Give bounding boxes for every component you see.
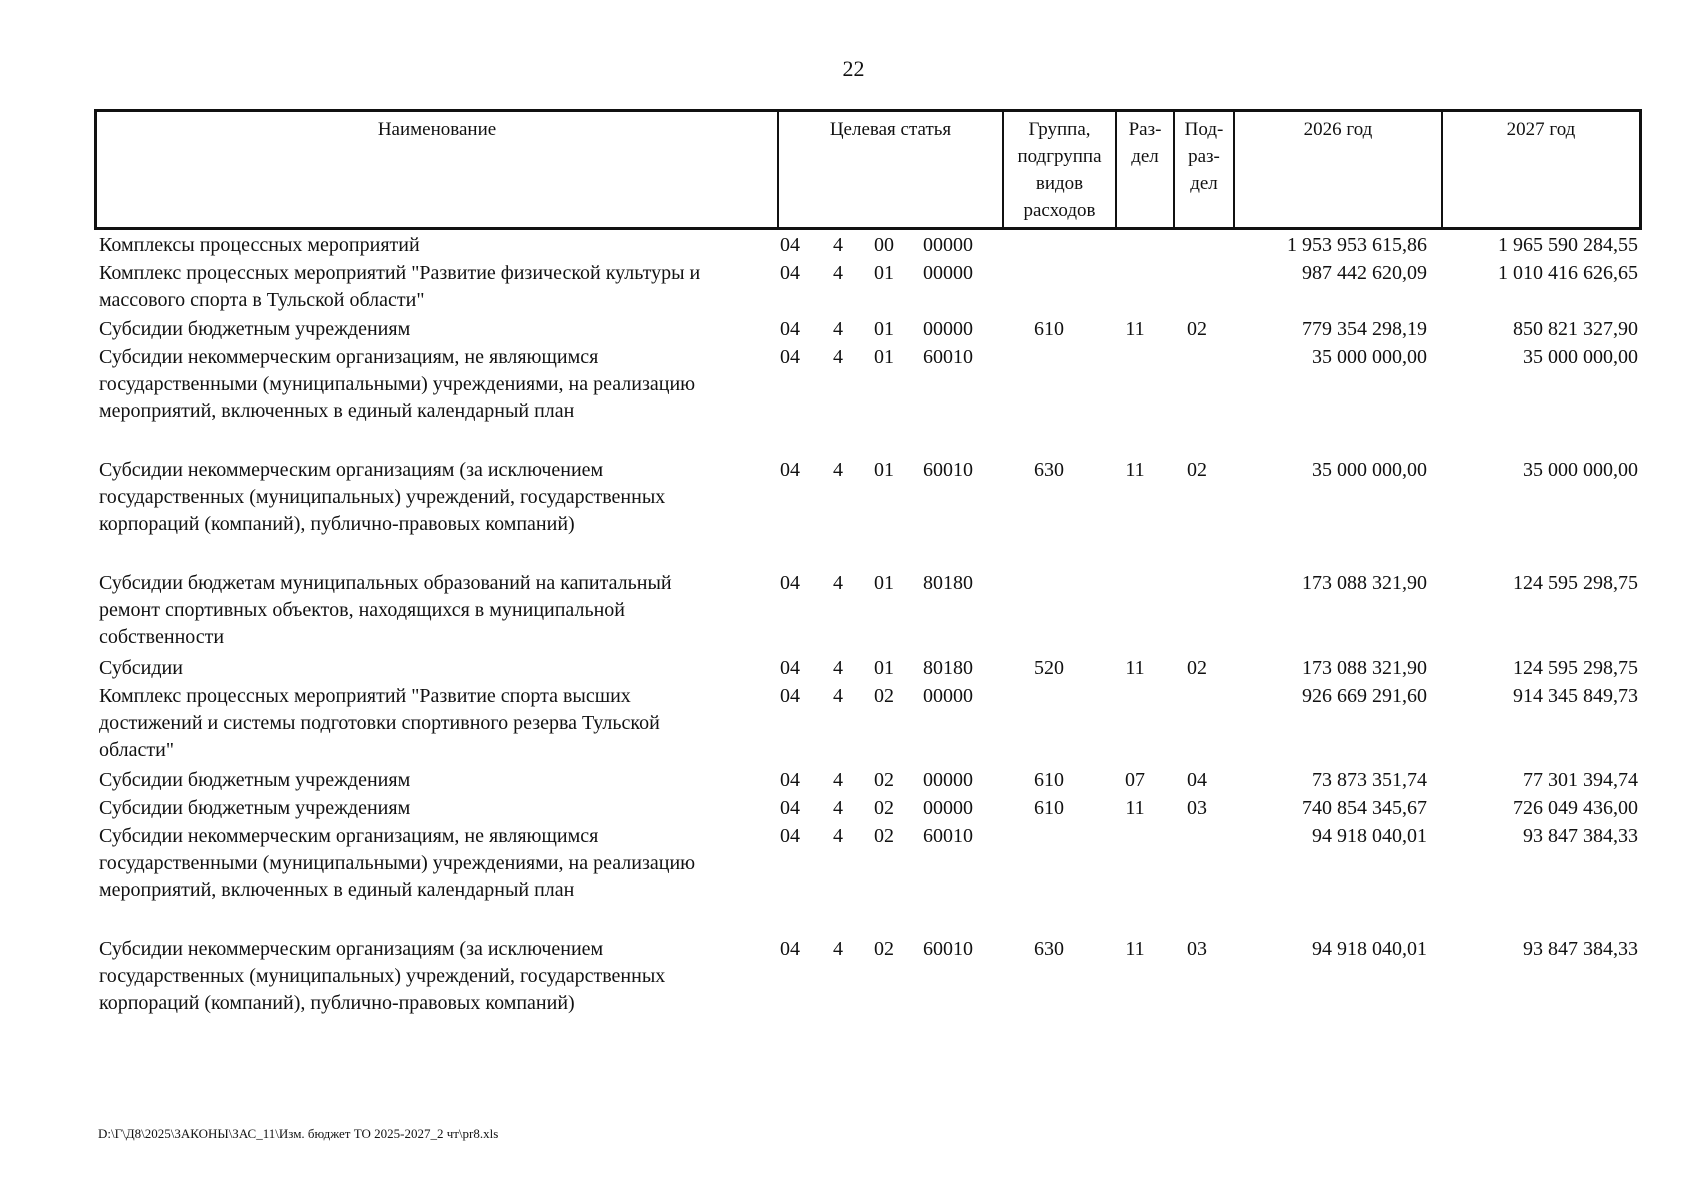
- target-code-type: 4: [833, 318, 843, 340]
- target-code-type: 4: [833, 797, 843, 819]
- razdel: 11: [1125, 657, 1145, 679]
- page-number: 22: [842, 56, 865, 81]
- row-name-line: государственных (муниципальных) учреждений, государственных: [99, 965, 666, 987]
- target-code-direction: 80180: [923, 657, 973, 679]
- target-code-direction: 00000: [923, 318, 973, 340]
- row-name: [99, 570, 759, 651]
- target-code-complex: 02: [874, 769, 894, 791]
- row-name-line: государственных (муниципальных) учреждений, государственных: [99, 486, 666, 508]
- header-2027-label: 2027 год: [1506, 119, 1576, 140]
- row-name: [99, 232, 759, 259]
- target-code-program: 04: [780, 825, 800, 847]
- row-name-line: Субсидии некоммерческим организациям (за исключением: [99, 938, 604, 960]
- target-code-complex: 01: [874, 459, 894, 481]
- target-code-program: 04: [780, 769, 800, 791]
- header-group-line: видов: [1035, 173, 1084, 194]
- amount-2026: 35 000 000,00: [1312, 346, 1427, 368]
- target-code-type: 4: [833, 825, 843, 847]
- row-name: [99, 683, 759, 764]
- row-name-line: мероприятий, включенных в единый календарный план: [99, 400, 575, 422]
- footer-file-path: D:\Г\Д8\2025\ЗАКОНЫ\ЗАС_11\Изм. бюджет ТО 2025-2027_2 чт\pr8.xls: [98, 1126, 499, 1141]
- target-code-program: 04: [780, 685, 800, 707]
- header-name-label: Наименование: [377, 119, 497, 140]
- row-name: [99, 457, 759, 538]
- target-code-program: 04: [780, 657, 800, 679]
- podrazdel: 04: [1187, 769, 1207, 791]
- razdel: 11: [1125, 797, 1145, 819]
- row-name-line: Комплексы процессных мероприятий: [99, 234, 420, 256]
- header-podrazdel-line: дел: [1190, 173, 1218, 194]
- target-code-type: 4: [833, 769, 843, 791]
- razdel: 07: [1125, 769, 1145, 791]
- amount-2026: 987 442 620,09: [1302, 262, 1427, 284]
- podrazdel: 03: [1187, 938, 1207, 960]
- target-code-complex: 01: [874, 346, 894, 368]
- row-name-line: массового спорта в Тульской области": [99, 289, 425, 311]
- row-name-line: Субсидии бюджетным учреждениям: [99, 769, 411, 791]
- row-name-line: Субсидии бюджетам муниципальных образований на капитальный: [99, 572, 672, 594]
- row-name-line: корпораций (компаний), публично-правовых компаний): [99, 992, 575, 1014]
- header-group-line: расходов: [1023, 200, 1096, 221]
- amount-2027: 93 847 384,33: [1523, 938, 1638, 960]
- row-name: [99, 767, 759, 794]
- target-code-direction: 00000: [923, 685, 973, 707]
- target-code-complex: 02: [874, 797, 894, 819]
- target-code-complex: 01: [874, 657, 894, 679]
- header-razdel-line: дел: [1131, 146, 1159, 167]
- target-code-direction: 60010: [923, 459, 973, 481]
- row-name: [99, 795, 759, 822]
- target-code-program: 04: [780, 262, 800, 284]
- amount-2027: 35 000 000,00: [1523, 346, 1638, 368]
- row-name-line: корпораций (компаний), публично-правовых компаний): [99, 513, 575, 535]
- row-name-line: государственными (муниципальными) учреждениями, на реализацию: [99, 373, 696, 395]
- expense-group: 630: [1034, 938, 1064, 960]
- header-razdel-line: Раз-: [1128, 119, 1162, 140]
- amount-2027: 124 595 298,75: [1513, 572, 1638, 594]
- amount-2027: 914 345 849,73: [1513, 685, 1638, 707]
- razdel: 11: [1125, 318, 1145, 340]
- target-code-program: 04: [780, 938, 800, 960]
- expense-group: 610: [1034, 318, 1064, 340]
- row-name-line: достижений и системы подготовки спортивного резерва Тульской: [99, 712, 660, 734]
- podrazdel: 02: [1187, 459, 1207, 481]
- target-code-complex: 01: [874, 262, 894, 284]
- header-group-line: подгруппа: [1017, 146, 1102, 167]
- podrazdel: 02: [1187, 318, 1207, 340]
- target-code-direction: 60010: [923, 938, 973, 960]
- target-code-complex: 02: [874, 685, 894, 707]
- amount-2026: 73 873 351,74: [1312, 769, 1427, 791]
- target-code-type: 4: [833, 346, 843, 368]
- target-code-complex: 02: [874, 825, 894, 847]
- target-code-program: 04: [780, 459, 800, 481]
- amount-2026: 94 918 040,01: [1312, 825, 1427, 847]
- amount-2027: 726 049 436,00: [1513, 797, 1638, 819]
- amount-2026: 1 953 953 615,86: [1287, 234, 1427, 256]
- target-code-program: 04: [780, 797, 800, 819]
- amount-2027: 93 847 384,33: [1523, 825, 1638, 847]
- podrazdel: 02: [1187, 657, 1207, 679]
- target-code-type: 4: [833, 262, 843, 284]
- amount-2026: 35 000 000,00: [1312, 459, 1427, 481]
- target-code-direction: 00000: [923, 262, 973, 284]
- target-code-program: 04: [780, 346, 800, 368]
- target-code-type: 4: [833, 938, 843, 960]
- row-name-line: Субсидии некоммерческим организациям, не являющимся: [99, 825, 599, 847]
- target-code-complex: 02: [874, 938, 894, 960]
- row-name-line: государственными (муниципальными) учреждениями, на реализацию: [99, 852, 696, 874]
- target-code-program: 04: [780, 234, 800, 256]
- row-name: [99, 823, 759, 904]
- expense-group: 520: [1034, 657, 1064, 679]
- target-code-direction: 80180: [923, 572, 973, 594]
- podrazdel: 03: [1187, 797, 1207, 819]
- row-name-line: Субсидии: [99, 657, 183, 679]
- razdel: 11: [1125, 459, 1145, 481]
- amount-2026: 173 088 321,90: [1302, 572, 1427, 594]
- target-code-complex: 00: [874, 234, 894, 256]
- row-name: [99, 316, 759, 343]
- row-name-line: мероприятий, включенных в единый календарный план: [99, 879, 575, 901]
- amount-2027: 1 010 416 626,65: [1498, 262, 1638, 284]
- amount-2026: 926 669 291,60: [1302, 685, 1427, 707]
- target-code-direction: 60010: [923, 346, 973, 368]
- header-target-label: Целевая статья: [829, 119, 952, 140]
- target-code-program: 04: [780, 318, 800, 340]
- amount-2027: 77 301 394,74: [1523, 769, 1638, 791]
- row-name-line: Комплекс процессных мероприятий "Развитие спорта высших: [99, 685, 631, 707]
- amount-2027: 1 965 590 284,55: [1498, 234, 1638, 256]
- row-name: [99, 936, 759, 1017]
- row-name-line: Субсидии некоммерческим организациям (за исключением: [99, 459, 604, 481]
- expense-group: 610: [1034, 769, 1064, 791]
- header-podrazdel-line: раз-: [1188, 146, 1220, 167]
- expense-group: 610: [1034, 797, 1064, 819]
- row-name: [99, 655, 759, 682]
- row-name-line: Субсидии некоммерческим организациям, не являющимся: [99, 346, 599, 368]
- target-code-direction: 00000: [923, 797, 973, 819]
- header-group-line: Группа,: [1028, 119, 1091, 140]
- target-code-complex: 01: [874, 318, 894, 340]
- row-name-line: области": [99, 739, 175, 761]
- amount-2026: 779 354 298,19: [1302, 318, 1427, 340]
- row-name: [99, 260, 759, 314]
- row-name-line: собственности: [99, 626, 225, 648]
- target-code-direction: 00000: [923, 769, 973, 791]
- header-2026-label: 2026 год: [1303, 119, 1373, 140]
- target-code-type: 4: [833, 459, 843, 481]
- amount-2026: 94 918 040,01: [1312, 938, 1427, 960]
- amount-2027: 35 000 000,00: [1523, 459, 1638, 481]
- amount-2027: 850 821 327,90: [1513, 318, 1638, 340]
- target-code-type: 4: [833, 685, 843, 707]
- target-code-complex: 01: [874, 572, 894, 594]
- razdel: 11: [1125, 938, 1145, 960]
- amount-2026: 173 088 321,90: [1302, 657, 1427, 679]
- row-name-line: Субсидии бюджетным учреждениям: [99, 318, 411, 340]
- target-code-direction: 60010: [923, 825, 973, 847]
- target-code-direction: 00000: [923, 234, 973, 256]
- row-name-line: ремонт спортивных объектов, находящихся в муниципальной: [99, 599, 625, 621]
- row-name-line: Субсидии бюджетным учреждениям: [99, 797, 411, 819]
- expense-group: 630: [1034, 459, 1064, 481]
- amount-2026: 740 854 345,67: [1302, 797, 1427, 819]
- target-code-type: 4: [833, 572, 843, 594]
- amount-2027: 124 595 298,75: [1513, 657, 1638, 679]
- target-code-program: 04: [780, 572, 800, 594]
- target-code-type: 4: [833, 657, 843, 679]
- header-podrazdel-line: Под-: [1184, 119, 1224, 140]
- row-name-line: Комплекс процессных мероприятий "Развитие физической культуры и: [99, 262, 701, 284]
- target-code-type: 4: [833, 234, 843, 256]
- row-name: [99, 344, 759, 425]
